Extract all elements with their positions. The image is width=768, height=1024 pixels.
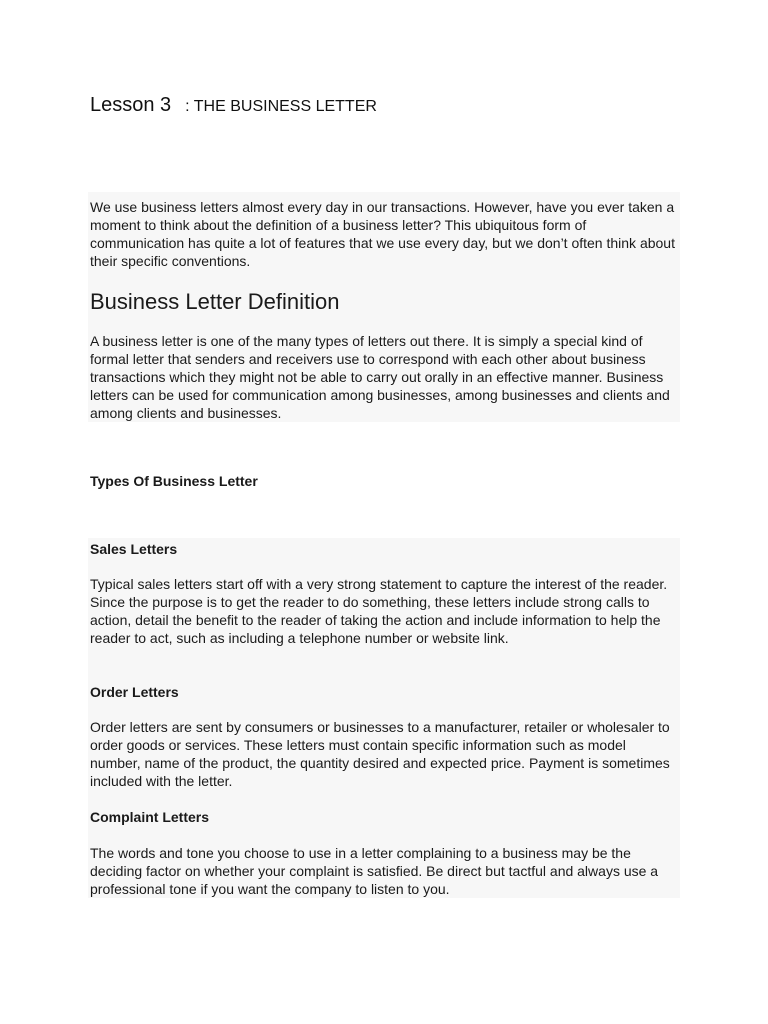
types-heading: Types Of Business Letter: [90, 473, 258, 489]
definition-paragraph: A business letter is one of the many types of letters out there. It is simply a special kind of formal letter that senders and receivers use to correspond with each other about business transactions which they might not be able to carry out orally in an effective manner. Business letters can be used for communication among businesses, among businesses and clients and among clients and businesses.: [90, 333, 670, 421]
intro-paragraph: We use business letters almost every day in our transactions. However, have you ever taken a moment to think about the definition of a business letter? This ubiquitous form of communication has quite a lot of features that we use every day, but we don’t often think about their specific conventions.: [90, 199, 675, 269]
sales-letters-paragraph: Typical sales letters start off with a very strong statement to capture the interest of the reader. Since the purpose is to get the reader to do something, these letters include strong calls to action, detail the benefit to the reader of taking the action and include information to help the reader to act, such as including a telephone number or website link.: [90, 576, 668, 646]
lesson-subtitle: : THE BUSINESS LETTER: [185, 98, 377, 115]
complaint-letters-paragraph: The words and tone you choose to use in a letter complaining to a business may be the deciding factor on whether your complaint is satisfied. Be direct but tactful and always use a professional tone if you want the company to listen to you.: [90, 845, 659, 897]
order-letters-heading: Order Letters: [90, 684, 179, 700]
sales-letters-heading: Sales Letters: [90, 541, 178, 557]
lesson-number: Lesson 3: [90, 94, 172, 116]
order-letters-paragraph: Order letters are sent by consumers or businesses to a manufacturer, retailer or wholesaler to order goods or services. These letters must contain specific information such as model number, name of the product, the quantity desired and expected price. Payment is sometimes included with the letter.: [90, 719, 670, 789]
definition-heading: Business Letter Definition: [90, 289, 340, 314]
complaint-letters-heading: Complaint Letters: [90, 809, 210, 825]
page-title: [90, 92, 377, 120]
